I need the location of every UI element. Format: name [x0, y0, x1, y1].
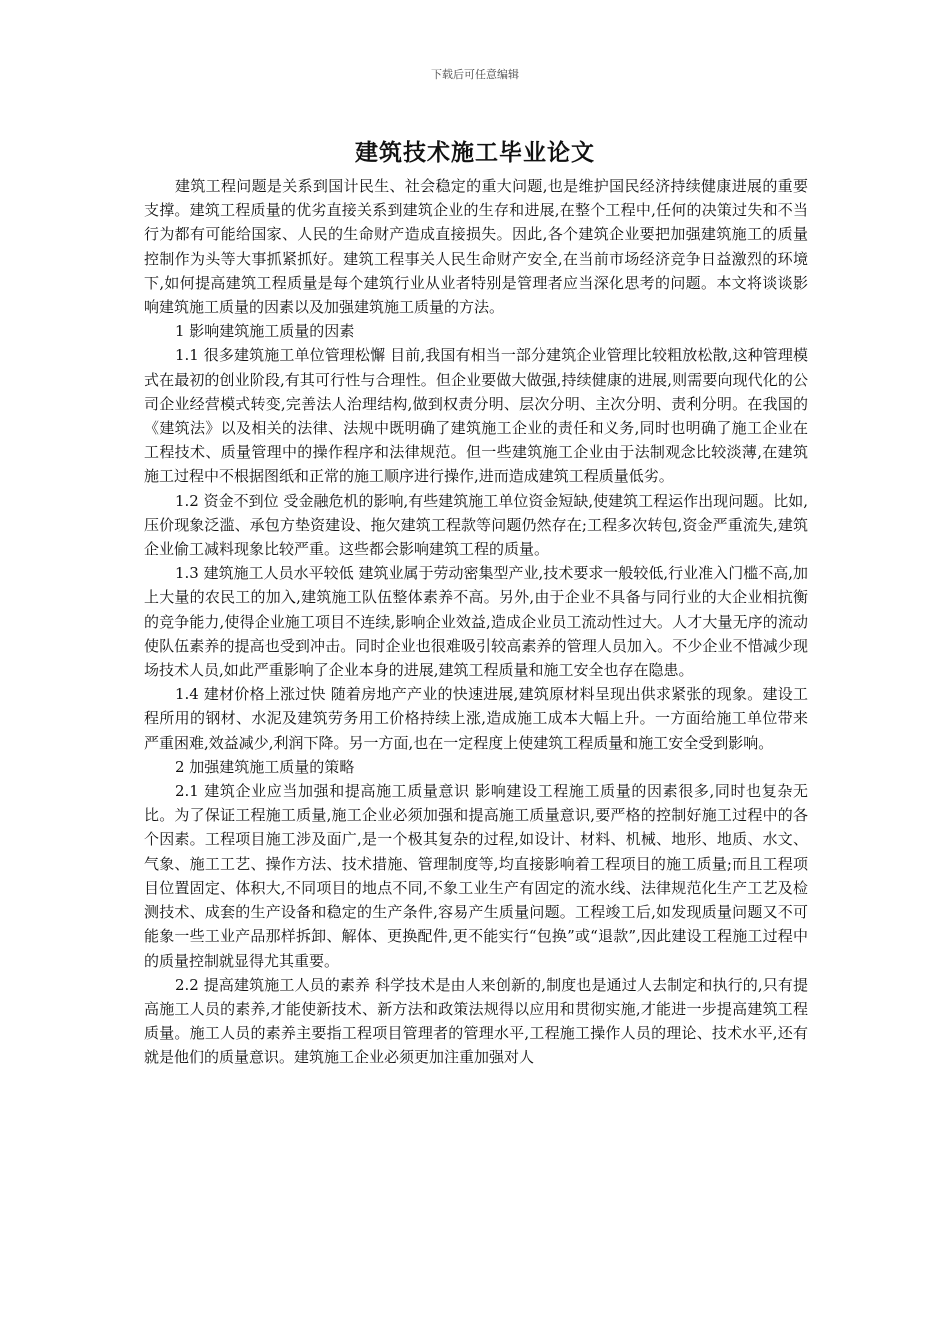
- section-heading-1: 1 影响建筑施工质量的因素: [175, 322, 355, 341]
- paragraph-2-2: 2.2 提高建筑施工人员的素养 科学技术是由人来创新的,制度也是通过人去制定和执行的,只有提高施工人员的素养,才能使新技术、新方法和政策法规得以应用和贯彻实施,才能进一步提高建筑工程质量。施工人员的素养主要指工程项目管理者的管理水平,工程施工操作人员的理论、技术水平,还有就是他们的质量意识。建筑施工企业必须更加注重加强对人: [144, 975, 808, 1067]
- document-title: 建筑技术施工毕业论文: [355, 140, 595, 166]
- paragraph-1-2: 1.2 资金不到位 受金融危机的影响,有些建筑施工单位资金短缺,使建筑工程运作出现问题。比如,压价现象泛滥、承包方垫资建设、拖欠建筑工程款等问题仍然存在;工程多次转包,资金严重流失,建筑企业偷工减料现象比较严重。这些都会影响建筑工程的质量。: [144, 491, 808, 559]
- header-note: 下载后可任意编辑: [431, 68, 519, 81]
- paragraph-1-4: 1.4 建材价格上涨过快 随着房地产产业的快速进展,建筑原材料呈现出供求紧张的现象。建设工程所用的钢材、水泥及建筑劳务用工价格持续上涨,造成施工成本大幅上升。一方面给施工单位带来严重困难,效益减少,利润下降。另一方面,也在一定程度上使建筑工程质量和施工安全受到影响。: [144, 685, 808, 752]
- section-heading-2: 2 加强建筑施工质量的策略: [175, 757, 355, 776]
- paragraph-intro: 建筑工程问题是关系到国计民生、社会稳定的重大问题,也是维护国民经济持续健康进展的重要支撑。建筑工程质量的优劣直接关系到建筑企业的生存和进展,在整个工程中,任何的决策过失和不当行为都有可能给国家、人民的生命财产造成直接损失。因此,各个建筑企业要把加强建筑施工的质量控制作为头等大事抓紧抓好。建筑工程事关人民生命财产安全,在当前市场经济竞争日益激烈的环境下,如何提高建筑工程质量是每个建筑行业从业者特别是管理者应当深化思考的问题。本文将谈谈影响建筑施工质量的因素以及加强建筑施工质量的方法。: [144, 177, 808, 317]
- document-body: [144, 174, 808, 1070]
- paragraph-1-3: 1.3 建筑施工人员水平较低 建筑业属于劳动密集型产业,技术要求一般较低,行业准入门槛不高,加上大量的农民工的加入,建筑施工队伍整体素养不高。另外,由于企业不具备与同行业的大企业相抗衡的竞争能力,使得企业施工项目不连续,影响企业效益,造成企业员工流动性过大。人才大量无序的流动使队伍素养的提高也受到冲击。同时企业也很难吸引较高素养的管理人员加入。不少企业不惜减少现场技术人员,如此严重影响了企业本身的进展,建筑工程质量和施工安全也存在隐患。: [144, 564, 808, 680]
- paragraph-1-1: 1.1 很多建筑施工单位管理松懈 目前,我国有相当一部分建筑企业管理比较粗放松散,这种管理模式在最初的创业阶段,有其可行性与合理性。但企业要做大做强,持续健康的进展,则需要向现代化的公司企业经营模式转变,完善法人治理结构,做到权责分明、层次分明、主次分明、责利分明。在我国的《建筑法》以及相关的法律、法规中既明确了建筑施工企业的责任和义务,同时也明确了施工企业在工程技术、质量管理中的操作程序和法律规范。但一些建筑施工企业由于法制观念比较淡薄,在建筑施工过程中不根据图纸和正常的施工顺序进行操作,进而造成建筑工程质量低劣。: [144, 346, 808, 486]
- paragraph-2-1: 2.1 建筑企业应当加强和提高施工质量意识 影响建设工程施工质量的因素很多,同时也复杂无比。为了保证工程施工质量,施工企业必须加强和提高施工质量意识,要严格的控制好施工过程中的各个因素。工程项目施工涉及面广,是一个极其复杂的过程,如设计、材料、机械、地形、地质、水文、气象、施工工艺、操作方法、技术措施、管理制度等,均直接影响着工程项目的施工质量;而且工程项目位置固定、体积大,不同项目的地点不同,不象工业生产有固定的流水线、法律规范化生产工艺及检测技术、成套的生产设备和稳定的生产条件,容易产生质量问题。工程竣工后,如发现质量问题又不可能象一些工业产品那样拆卸、解体、更换配件,更不能实行“包换”或“退款”,因此建设工程施工过程中的质量控制就显得尤其重要。: [144, 782, 808, 970]
